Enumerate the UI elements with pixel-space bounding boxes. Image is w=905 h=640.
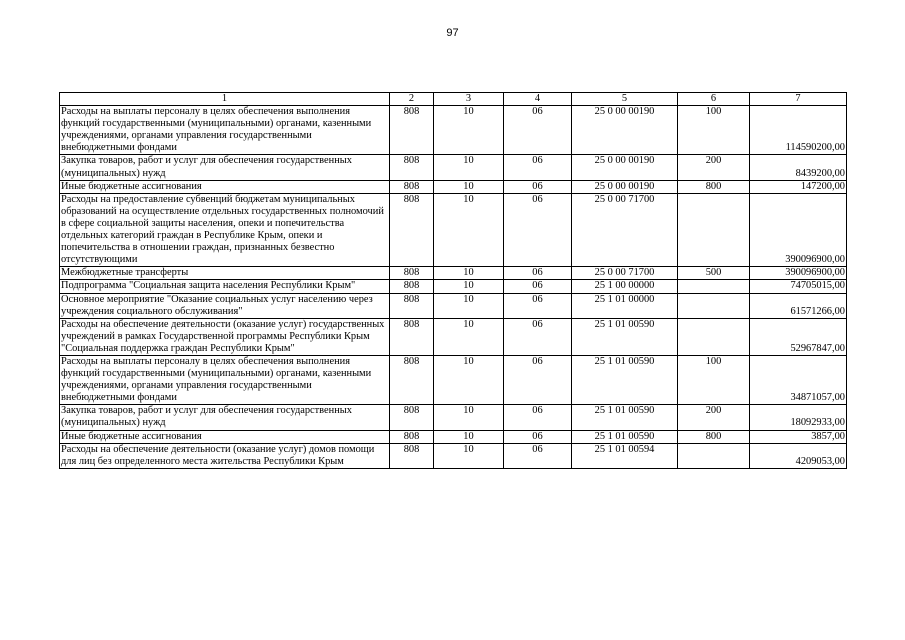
section-code-cell: 10 [434, 106, 504, 155]
grbs-code-cell: 808 [390, 106, 434, 155]
amount-cell: 390096900,00 [750, 267, 847, 280]
section-code-cell: 10 [434, 180, 504, 193]
section-code-cell: 10 [434, 318, 504, 355]
column-header: 1 [60, 93, 390, 106]
expense-type-cell: 800 [678, 430, 750, 443]
expense-type-cell: 200 [678, 405, 750, 430]
subsection-code-cell: 06 [504, 280, 572, 293]
expense-type-cell [678, 318, 750, 355]
expense-name-cell: Расходы на выплаты персоналу в целях обеспечения выполнения функций государственными (муниципальными) органами, казенными учреждениями, органами управления государственными внебюджетными фондами [60, 106, 390, 155]
target-article-cell: 25 0 00 00190 [572, 155, 678, 180]
expense-type-cell: 200 [678, 155, 750, 180]
expense-type-cell [678, 280, 750, 293]
amount-cell: 52967847,00 [750, 318, 847, 355]
expense-name-cell: Межбюджетные трансферты [60, 267, 390, 280]
expense-type-cell [678, 193, 750, 267]
table-row [60, 267, 847, 280]
table-row [60, 180, 847, 193]
amount-cell: 74705015,00 [750, 280, 847, 293]
expense-name-cell: Закупка товаров, работ и услуг для обеспечения государственных (муниципальных) нужд [60, 155, 390, 180]
amount-cell: 18092933,00 [750, 405, 847, 430]
subsection-code-cell: 06 [504, 106, 572, 155]
subsection-code-cell: 06 [504, 318, 572, 355]
section-code-cell: 10 [434, 280, 504, 293]
column-header: 3 [434, 93, 504, 106]
expense-type-cell [678, 443, 750, 468]
expense-name-cell: Закупка товаров, работ и услуг для обеспечения государственных (муниципальных) нужд [60, 405, 390, 430]
target-article-cell: 25 1 01 00590 [572, 318, 678, 355]
target-article-cell: 25 0 00 00190 [572, 106, 678, 155]
table-row [60, 355, 847, 404]
column-header: 5 [572, 93, 678, 106]
target-article-cell: 25 1 00 00000 [572, 280, 678, 293]
expense-type-cell: 100 [678, 355, 750, 404]
table-row [60, 280, 847, 293]
section-code-cell: 10 [434, 355, 504, 404]
expense-name-cell: Расходы на предоставление субвенций бюджетам муниципальных образований на осуществление отдельных государственных полномочий в сфере социальной защиты населения, опеки и попечительства отдельных категорий граждан в Республике Крым, опеки и попечительства в отношении граждан, признанных безвестно отсутствующими [60, 193, 390, 267]
table-row [60, 405, 847, 430]
target-article-cell: 25 1 01 00590 [572, 405, 678, 430]
section-code-cell: 10 [434, 155, 504, 180]
amount-cell: 3857,00 [750, 430, 847, 443]
target-article-cell: 25 1 01 00590 [572, 430, 678, 443]
subsection-code-cell: 06 [504, 430, 572, 443]
column-header: 6 [678, 93, 750, 106]
amount-cell: 61571266,00 [750, 293, 847, 318]
expense-name-cell: Расходы на обеспечение деятельности (оказание услуг) домов помощи для лиц без определенного места жительства Республики Крым [60, 443, 390, 468]
column-header: 4 [504, 93, 572, 106]
budget-table [59, 92, 847, 469]
amount-cell: 34871057,00 [750, 355, 847, 404]
section-code-cell: 10 [434, 193, 504, 267]
subsection-code-cell: 06 [504, 193, 572, 267]
column-header: 7 [750, 93, 847, 106]
grbs-code-cell: 808 [390, 155, 434, 180]
expense-type-cell: 100 [678, 106, 750, 155]
grbs-code-cell: 808 [390, 355, 434, 404]
subsection-code-cell: 06 [504, 405, 572, 430]
expense-type-cell: 800 [678, 180, 750, 193]
target-article-cell: 25 0 00 71700 [572, 193, 678, 267]
subsection-code-cell: 06 [504, 155, 572, 180]
subsection-code-cell: 06 [504, 293, 572, 318]
grbs-code-cell: 808 [390, 430, 434, 443]
target-article-cell: 25 1 01 00594 [572, 443, 678, 468]
page-number: 97 [446, 27, 459, 39]
target-article-cell: 25 0 00 00190 [572, 180, 678, 193]
amount-cell: 4209053,00 [750, 443, 847, 468]
section-code-cell: 10 [434, 405, 504, 430]
table-row [60, 293, 847, 318]
section-code-cell: 10 [434, 267, 504, 280]
table-row [60, 106, 847, 155]
grbs-code-cell: 808 [390, 193, 434, 267]
amount-cell: 147200,00 [750, 180, 847, 193]
expense-name-cell: Подпрограмма "Социальная защита населения Республики Крым" [60, 280, 390, 293]
grbs-code-cell: 808 [390, 180, 434, 193]
subsection-code-cell: 06 [504, 180, 572, 193]
target-article-cell: 25 0 00 71700 [572, 267, 678, 280]
expense-name-cell: Основное мероприятие "Оказание социальных услуг населению через учреждения социального обслуживания" [60, 293, 390, 318]
expense-name-cell: Иные бюджетные ассигнования [60, 180, 390, 193]
grbs-code-cell: 808 [390, 280, 434, 293]
subsection-code-cell: 06 [504, 443, 572, 468]
section-code-cell: 10 [434, 293, 504, 318]
table-row [60, 155, 847, 180]
table-row [60, 443, 847, 468]
target-article-cell: 25 1 01 00590 [572, 355, 678, 404]
grbs-code-cell: 808 [390, 443, 434, 468]
column-header: 2 [390, 93, 434, 106]
table-row [60, 318, 847, 355]
amount-cell: 8439200,00 [750, 155, 847, 180]
grbs-code-cell: 808 [390, 293, 434, 318]
table-row [60, 430, 847, 443]
grbs-code-cell: 808 [390, 318, 434, 355]
amount-cell: 390096900,00 [750, 193, 847, 267]
expense-type-cell [678, 293, 750, 318]
table-header-row [60, 93, 847, 106]
expense-name-cell: Расходы на выплаты персоналу в целях обеспечения выполнения функций государственными (муниципальными) органами, казенными учреждениями, органами управления государственными внебюджетными фондами [60, 355, 390, 404]
subsection-code-cell: 06 [504, 267, 572, 280]
table-row [60, 193, 847, 267]
grbs-code-cell: 808 [390, 267, 434, 280]
expense-type-cell: 500 [678, 267, 750, 280]
target-article-cell: 25 1 01 00000 [572, 293, 678, 318]
expense-name-cell: Иные бюджетные ассигнования [60, 430, 390, 443]
amount-cell: 114590200,00 [750, 106, 847, 155]
grbs-code-cell: 808 [390, 405, 434, 430]
subsection-code-cell: 06 [504, 355, 572, 404]
section-code-cell: 10 [434, 443, 504, 468]
section-code-cell: 10 [434, 430, 504, 443]
expense-name-cell: Расходы на обеспечение деятельности (оказание услуг) государственных учреждений в рамках Государственной программы Республики Крым "Социальная поддержка граждан Республики Крым" [60, 318, 390, 355]
